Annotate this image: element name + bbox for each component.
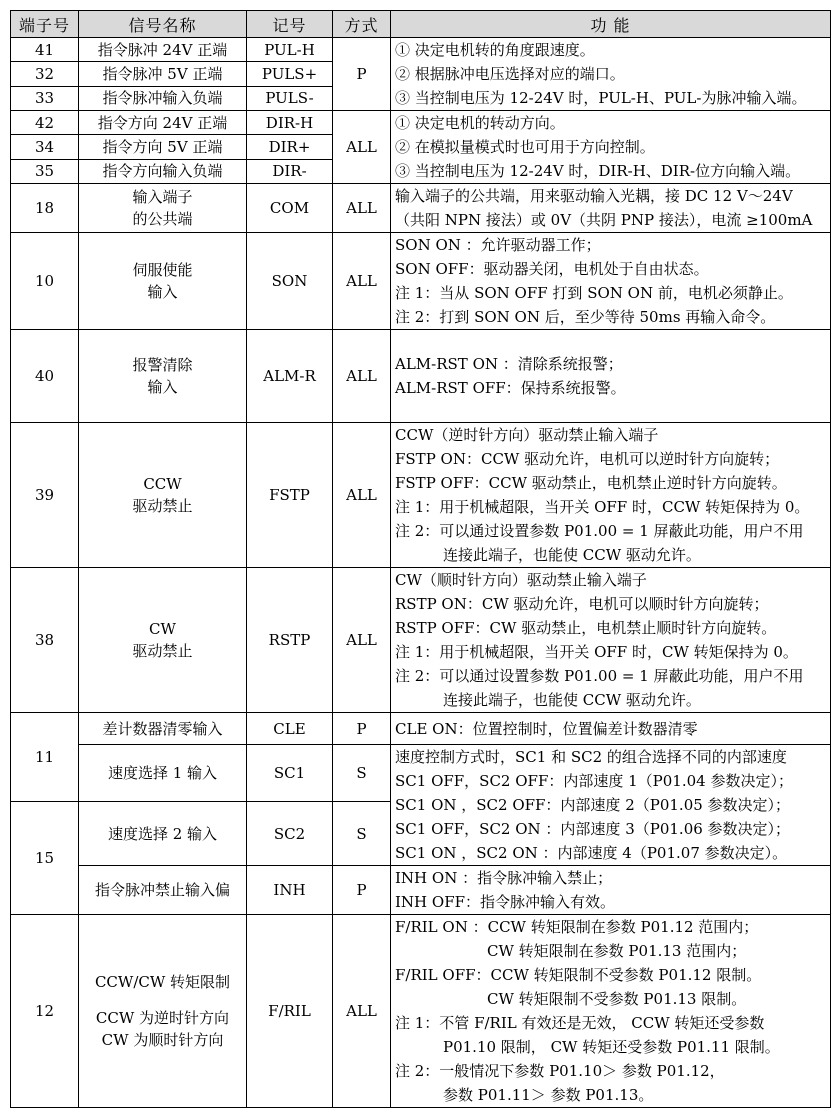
mode-cell: S <box>333 745 391 802</box>
function-cell <box>391 713 831 745</box>
function-cell <box>391 233 831 330</box>
signal-name-cell: 速度选择 2 输入 <box>79 802 247 866</box>
mode-cell: ALL <box>333 423 391 568</box>
function-cell <box>391 38 831 111</box>
function-cell <box>391 745 831 866</box>
desc-line: CW 转矩限制不受参数 P01.13 限制。 <box>487 990 747 1008</box>
desc-line: 连接此端子，也能使 CCW 驱动允许。 <box>443 546 701 564</box>
header-row <box>11 11 831 38</box>
desc-line: 注 2：打到 SON ON 后，至少等待 50ms 再输入命令。 <box>395 308 776 326</box>
table-row <box>11 330 831 423</box>
table-row <box>11 568 831 713</box>
pin-cell: 32 <box>11 62 79 86</box>
symbol-cell: PULS- <box>247 86 333 110</box>
mode-cell: S <box>333 802 391 866</box>
desc-line: SC1 OFF，SC2 OFF：内部速度 1（P01.04 参数决定）； <box>395 772 793 790</box>
symbol-cell: F/RIL <box>247 915 333 1108</box>
symbol-cell: SON <box>247 233 333 330</box>
pin-cell: 11 <box>11 713 79 802</box>
header-symbol: 记号 <box>247 11 333 38</box>
signal-name-cell: CCW/CW 转矩限制 CCW 为逆时针方向 CW 为顺时针方向 <box>79 915 247 1108</box>
table-row <box>11 423 831 568</box>
desc-line: INH ON ：指令脉冲输入禁止； <box>395 869 613 887</box>
pin-cell: 12 <box>11 915 79 1108</box>
pin-cell: 33 <box>11 86 79 110</box>
desc-line: RSTP ON：CW 驱动允许，电机可以顺时针方向旋转； <box>395 595 769 613</box>
mode-cell: ALL <box>333 330 391 423</box>
desc-line: ALM-RST ON ：清除系统报警； <box>395 355 623 373</box>
header-signal-name: 信号名称 <box>79 11 247 38</box>
function-cell <box>391 423 831 568</box>
function-cell <box>391 111 831 184</box>
desc-line: 连接此端子，也能使 CCW 驱动允许。 <box>443 691 701 709</box>
mode-cell: ALL <box>333 915 391 1108</box>
symbol-cell: DIR-H <box>247 111 333 135</box>
desc-line: ① 决定电机转的角度跟速度。 <box>395 41 595 59</box>
table-row <box>11 745 831 802</box>
symbol-cell: PUL-H <box>247 38 333 62</box>
mode-cell: ALL <box>333 111 391 184</box>
desc-line: ALM-RST OFF：保持系统报警。 <box>395 379 626 397</box>
header-pin: 端子号 <box>11 11 79 38</box>
function-cell <box>391 915 831 1108</box>
desc-line: SC1 ON ，SC2 ON ：内部速度 4（P01.07 参数决定）。 <box>395 844 788 862</box>
signal-name-cell: CCW 驱动禁止 <box>79 423 247 568</box>
symbol-cell: COM <box>247 184 333 233</box>
signal-table <box>10 10 831 1108</box>
pin-cell: 34 <box>11 135 79 159</box>
pin-cell: 41 <box>11 38 79 62</box>
pin-cell: 39 <box>11 423 79 568</box>
desc-line: （共阳 NPN 接法）或 0V（共阴 PNP 接法），电流 ≥100mA <box>395 211 813 229</box>
desc-line: P01.10 限制， CW 转矩还受参数 P01.11 限制。 <box>443 1038 780 1056</box>
function-cell <box>391 330 831 423</box>
desc-line: 注 1：当从 SON OFF 打到 SON ON 前，电机必须静止。 <box>395 284 793 302</box>
desc-line: SC1 OFF，SC2 ON ：内部速度 3（P01.06 参数决定）； <box>395 820 791 838</box>
pin-cell: 42 <box>11 111 79 135</box>
desc-line: 注 2：一般情况下参数 P01.10＞ 参数 P01.12， <box>395 1062 725 1080</box>
symbol-cell: DIR+ <box>247 135 333 159</box>
pin-cell: 40 <box>11 330 79 423</box>
desc-line: ③ 当控制电压为 12-24V 时，DIR-H、DIR-位方向输入端。 <box>395 162 801 180</box>
pin-cell: 35 <box>11 159 79 183</box>
desc-line: RSTP OFF：CW 驱动禁止，电机禁止顺时针方向旋转。 <box>395 619 777 637</box>
function-cell <box>391 184 831 233</box>
symbol-cell: INH <box>247 866 333 915</box>
desc-line: 注 1：用于机械超限，当开关 OFF 时，CCW 转矩保持为 0。 <box>395 498 810 516</box>
desc-line: INH OFF：指令脉冲输入有效。 <box>395 893 616 911</box>
table-row <box>11 184 831 233</box>
desc-line: SC1 ON ，SC2 OFF：内部速度 2（P01.05 参数决定）； <box>395 796 791 814</box>
table-row <box>11 38 831 62</box>
desc-line: 参数 P01.11＞ 参数 P01.13。 <box>443 1086 654 1104</box>
mode-cell: ALL <box>333 568 391 713</box>
table-row <box>11 866 831 915</box>
signal-name-cell: 指令脉冲输入负端 <box>79 86 247 110</box>
function-cell <box>391 866 831 915</box>
signal-name-cell: CW 驱动禁止 <box>79 568 247 713</box>
signal-name-cell: 差计数器清零输入 <box>79 713 247 745</box>
desc-line: 输入端子的公共端，用来驱动输入光耦，接 DC 12 V～24V <box>395 187 793 205</box>
symbol-cell: SC1 <box>247 745 333 802</box>
symbol-cell: SC2 <box>247 802 333 866</box>
desc-line: ② 根据脉冲电压选择对应的端口。 <box>395 65 625 83</box>
desc-line: SON ON ：允许驱动器工作； <box>395 236 601 254</box>
desc-line: ① 决定电机的转动方向。 <box>395 114 565 132</box>
pin-cell: 15 <box>11 802 79 915</box>
desc-line: 速度控制方式时，SC1 和 SC2 的组合选择不同的内部速度 <box>395 748 787 766</box>
desc-line: ② 在模拟量模式时也可用于方向控制。 <box>395 138 655 156</box>
table-row <box>11 111 831 135</box>
table-row <box>11 233 831 330</box>
header-function: 功 能 <box>391 11 831 38</box>
signal-name-cell: 输入端子 的公共端 <box>79 184 247 233</box>
symbol-cell: ALM-R <box>247 330 333 423</box>
pin-cell: 38 <box>11 568 79 713</box>
desc-line: FSTP OFF：CCW 驱动禁止，电机禁止逆时针方向旋转。 <box>395 474 787 492</box>
function-cell <box>391 568 831 713</box>
symbol-cell: DIR- <box>247 159 333 183</box>
desc-line: 注 1：不管 F/RIL 有效还是无效， CCW 转矩还受参数 <box>395 1014 765 1032</box>
desc-line: CLE ON：位置控制时，位置偏差计数器清零 <box>395 719 698 738</box>
mode-cell: ALL <box>333 233 391 330</box>
signal-name-cell: 指令方向输入负端 <box>79 159 247 183</box>
signal-name-cell: 指令脉冲 24V 正端 <box>79 38 247 62</box>
desc-line: ③ 当控制电压为 12-24V 时，PUL-H、PUL-为脉冲输入端。 <box>395 89 807 107</box>
table-row <box>11 915 831 1108</box>
signal-name-cell: 速度选择 1 输入 <box>79 745 247 802</box>
mode-cell: P <box>333 866 391 915</box>
desc-line: CCW（逆时针方向）驱动禁止输入端子 <box>395 426 659 444</box>
desc-line: 注 2：可以通过设置参数 P01.00 = 1 屏蔽此功能，用户不用 <box>395 522 804 540</box>
pin-cell: 10 <box>11 233 79 330</box>
signal-name-cell: 伺服使能 输入 <box>79 233 247 330</box>
desc-line: F/RIL ON ：CCW 转矩限制在参数 P01.12 范围内； <box>395 918 759 936</box>
symbol-cell: RSTP <box>247 568 333 713</box>
mode-cell: P <box>333 38 391 111</box>
desc-line: FSTP ON：CCW 驱动允许，电机可以逆时针方向旋转； <box>395 450 780 468</box>
mode-cell: ALL <box>333 184 391 233</box>
header-mode: 方式 <box>333 11 391 38</box>
signal-name-cell: 指令脉冲 5V 正端 <box>79 62 247 86</box>
desc-line: F/RIL OFF：CCW 转矩限制不受参数 P01.12 限制。 <box>395 966 762 984</box>
table-row <box>11 713 831 745</box>
desc-line: SON OFF：驱动器关闭，电机处于自由状态。 <box>395 260 709 278</box>
desc-line: CW 转矩限制在参数 P01.13 范围内； <box>487 942 747 960</box>
signal-name-cell: 指令脉冲禁止输入偏 <box>79 866 247 915</box>
desc-line: CW（顺时针方向）驱动禁止输入端子 <box>395 571 647 589</box>
symbol-cell: PULS+ <box>247 62 333 86</box>
symbol-cell: FSTP <box>247 423 333 568</box>
desc-line: 注 1：用于机械超限，当开关 OFF 时，CW 转矩保持为 0。 <box>395 643 798 661</box>
signal-name-cell: 报警清除 输入 <box>79 330 247 423</box>
pin-cell: 18 <box>11 184 79 233</box>
signal-name-cell: 指令方向 5V 正端 <box>79 135 247 159</box>
signal-name-cell: 指令方向 24V 正端 <box>79 111 247 135</box>
mode-cell: P <box>333 713 391 745</box>
desc-line: 注 2：可以通过设置参数 P01.00 = 1 屏蔽此功能，用户不用 <box>395 667 804 685</box>
symbol-cell: CLE <box>247 713 333 745</box>
